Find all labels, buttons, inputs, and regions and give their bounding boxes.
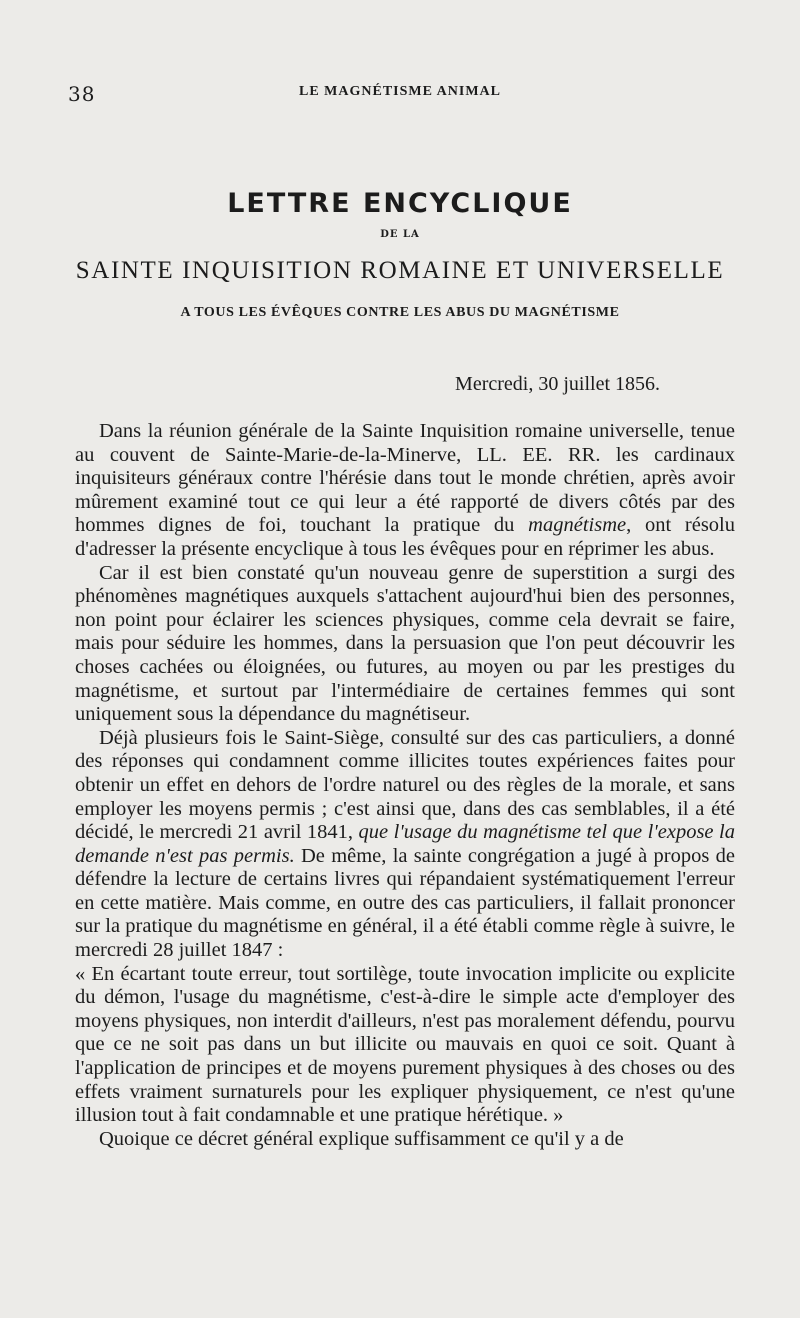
- paragraph-1: [75, 420, 735, 562]
- body-text: [75, 420, 735, 1151]
- addressee-line: A TOUS LES ÉVÊQUES CONTRE LES ABUS DU MAGNÉTISME: [180, 305, 620, 320]
- running-title: LE MAGNÉTISME ANIMAL: [298, 84, 502, 99]
- paragraph-2: Car il est bien constaté qu'un nouveau genre de superstition a surgi des phénomènes magnétiques auxquels s'attachent aujourd'hui bien des personnes, non point pour éclairer les sciences physiques, comme cela devrait se faire, mais pour séduire les hommes, dans la persuasion que l'on peut découvrir les choses cachées ou éloignées, ou futures, au moyen ou par les prestiges du magnétisme, et surtout par l'intermédiaire de certaines femmes qui sont uniquement sous la dépendance du magnétiseur.: [75, 561, 735, 726]
- dateline: Mercredi, 30 juillet 1856.: [455, 373, 660, 395]
- paragraph-3: [75, 727, 735, 963]
- page-number: 38: [68, 82, 96, 106]
- paragraph-5: Quoique ce décret général explique suffisamment ce qu'il y a de: [99, 1127, 624, 1150]
- document-title: LETTRE ENCYCLIQUE: [227, 188, 573, 219]
- paragraph-3-end: De même, la sainte congrégation a jugé à propos de défendre la lecture de certains livres qui répandaient systématiquement l'erreur en cette matière. Mais comme, en outre des cas particuliers, il fallait prononcer sur la pratique du magnétisme en général, il a été établi comme règle à suivre, le mercredi 28 juillet 1847 :: [75, 844, 735, 962]
- paragraph-1-text: Dans la réunion générale de la Sainte Inquisition romaine universelle, tenue au couvent de Sainte-Marie-de-la-Minerve, LL. EE. RR. les cardinaux inquisiteurs généraux contre l'hérésie dans tout le monde chrétien, après avoir mûrement examiné tout ce qui leur a été rapporté de divers côtés par des hommes dignes de foi, touchant la pratique du: [75, 420, 735, 537]
- document-subtitle: SAINTE INQUISITION ROMAINE ET UNIVERSELLE: [75, 257, 725, 284]
- paragraph-3-emphasis: que l'usage du magnétisme tel que l'expose la demande n'est pas permis.: [75, 821, 735, 867]
- title-connector: DE LA: [380, 229, 420, 240]
- paragraph-3-text: Déjà plusieurs fois le Saint-Siège, consulté sur des cas particuliers, a donné des réponses qui condamnent comme illicites toutes expériences faites pour obtenir un effet en dehors de l'ordre naturel ou des règles de la morale, et sans employer les moyens permis ; c'est ainsi que, dans des cas semblables, il a été décidé, le mercredi 21 avril 1841,: [75, 726, 735, 844]
- quoted-decree: « En écartant toute erreur, tout sortilège, toute invocation implicite ou explicite du démon, l'usage du magnétisme, c'est-à-dire le simple acte d'employer des moyens physiques, non interdit d'ailleurs, n'est pas moralement défendu, pourvu que ce ne soit pas dans un but illicite ou mauvais en quoi ce soit. Quant à l'application de principes et de moyens purement physiques à des choses ou des effets vraiment surnaturels pour les expliquer physiquement, ce n'est qu'une illusion tout à fait condamnable et une pratique hérétique. »: [75, 962, 735, 1127]
- paragraph-1-emphasis: magnétisme: [528, 514, 627, 537]
- paragraph-1-end: , ont résolu d'adresser la présente encyclique à tous les évêques pour en réprimer les abus.: [75, 514, 735, 560]
